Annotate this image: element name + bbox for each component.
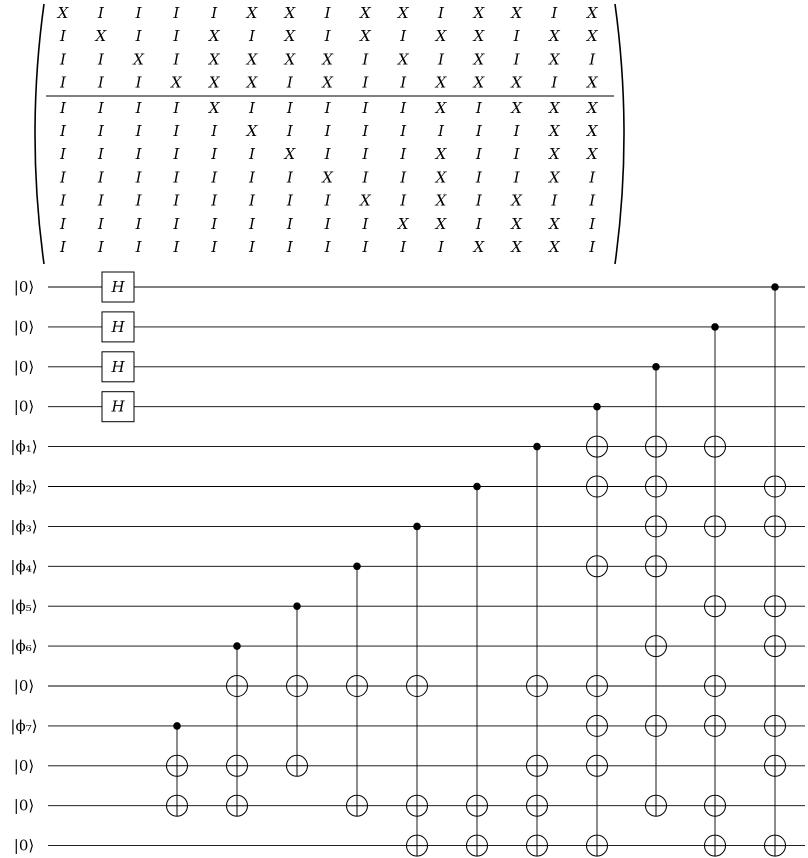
matrix-cell: I <box>589 168 596 187</box>
cnot-target-oplus <box>646 476 667 497</box>
cnot-target-oplus <box>765 755 786 776</box>
matrix-cell: I <box>97 98 104 117</box>
matrix-cell: I <box>589 238 596 256</box>
wire-label: |0⟩ <box>13 278 35 296</box>
matrix-cell: X <box>133 50 144 69</box>
cnot-target-oplus <box>705 795 726 816</box>
matrix-cell: I <box>400 98 407 117</box>
matrix-cell: X <box>586 145 598 164</box>
cnot-target-oplus <box>705 596 726 617</box>
wire-label: |0⟩ <box>13 677 35 695</box>
cnot-target-oplus <box>765 636 786 657</box>
cnot-target-oplus <box>765 835 786 856</box>
matrix-cell: I <box>324 98 331 117</box>
wire-label: |ϕ₄⟩ <box>10 557 38 576</box>
matrix-cell: I <box>97 168 104 187</box>
matrix-right-parenthesis <box>615 4 624 264</box>
cnot-target-oplus <box>467 795 488 816</box>
cnot-target-oplus <box>765 476 786 497</box>
cnot-target-oplus <box>646 556 667 577</box>
matrix-cell: I <box>324 27 331 46</box>
cnot-control-dot <box>473 483 481 491</box>
cnot-control-dot <box>593 403 601 411</box>
matrix-cell: I <box>60 50 66 69</box>
matrix-cell: I <box>60 27 66 46</box>
matrix-cell: X <box>511 98 522 117</box>
matrix-cell: I <box>173 27 180 46</box>
matrix-cell: X <box>511 73 522 92</box>
matrix-cell: X <box>549 168 560 187</box>
cnot-target-oplus <box>587 556 608 577</box>
matrix-cell: X <box>549 50 560 69</box>
quantum-circuit <box>10 272 805 856</box>
matrix-cell: I <box>211 145 218 164</box>
matrix-cell: I <box>135 145 142 164</box>
matrix-cell: I <box>551 4 558 22</box>
matrix-cell: I <box>286 238 293 256</box>
matrix-cell: I <box>249 168 255 187</box>
cnot-target-oplus <box>527 795 548 816</box>
matrix-cell: X <box>473 238 485 256</box>
matrix-cell: I <box>286 73 293 92</box>
matrix-cell: I <box>589 191 596 210</box>
matrix-cell: I <box>551 191 558 210</box>
wire-label: |ϕ₆⟩ <box>10 637 38 656</box>
matrix-cell: X <box>360 4 371 22</box>
matrix-cell: I <box>475 214 482 233</box>
wire-label: |ϕ₂⟩ <box>10 477 38 496</box>
cnot-target-oplus <box>227 676 248 697</box>
matrix-cell: I <box>60 238 66 256</box>
matrix-cell: I <box>362 168 369 187</box>
cnot-target-oplus <box>527 676 548 697</box>
matrix-cell: X <box>549 145 560 164</box>
matrix-cell: I <box>135 168 142 187</box>
matrix-cell: X <box>284 27 296 46</box>
wire-label: |0⟩ <box>13 397 35 416</box>
matrix-cell: I <box>362 122 369 140</box>
matrix-cell: I <box>60 214 66 233</box>
matrix-cell: I <box>249 191 255 210</box>
matrix-cell: I <box>513 27 520 46</box>
matrix-cell: X <box>435 98 447 117</box>
matrix-cell: X <box>473 73 485 92</box>
matrix-cell: X <box>435 73 447 92</box>
matrix-cell: I <box>400 168 407 187</box>
cnot-target-oplus <box>227 755 248 776</box>
matrix-cell: I <box>135 191 142 210</box>
matrix-cell: I <box>286 98 293 117</box>
matrix-cell: I <box>438 50 444 69</box>
matrix-cell: I <box>513 122 520 140</box>
matrix-cell: I <box>400 73 407 92</box>
matrix-cell: I <box>135 122 142 140</box>
matrix-cell: I <box>60 73 66 92</box>
matrix-cell: X <box>549 214 560 233</box>
matrix-cell: I <box>135 238 142 256</box>
cnot-target-oplus <box>705 715 726 736</box>
matrix-cell: X <box>435 145 447 164</box>
matrix-cell: X <box>511 214 522 233</box>
matrix-cell: I <box>400 238 407 256</box>
matrix-cell: X <box>208 98 220 117</box>
matrix-cell: I <box>97 122 104 140</box>
cnot-target-oplus <box>587 676 608 697</box>
cnot-target-oplus <box>587 755 608 776</box>
cnot-control-dot <box>413 523 421 531</box>
matrix-cell: I <box>475 98 482 117</box>
cnot-target-oplus <box>765 516 786 537</box>
matrix-cell: X <box>435 168 447 187</box>
cnot-target-oplus <box>347 676 368 697</box>
matrix-cell: I <box>211 214 218 233</box>
matrix-cell: I <box>475 145 482 164</box>
matrix-cell: X <box>435 27 447 46</box>
matrix-cell: I <box>475 191 482 210</box>
matrix-cell: I <box>135 27 142 46</box>
wire-label: |ϕ₇⟩ <box>10 716 38 735</box>
matrix-cell: I <box>173 98 180 117</box>
matrix-cell: I <box>324 191 331 210</box>
matrix-cell: X <box>95 27 107 46</box>
matrix-left-parenthesis <box>35 4 44 264</box>
cnot-target-oplus <box>765 596 786 617</box>
matrix-cell: I <box>362 73 369 92</box>
matrix-cell: I <box>475 122 482 140</box>
cnot-target-oplus <box>527 755 548 776</box>
matrix-cell: I <box>286 191 293 210</box>
cnot-control-dot <box>173 722 181 730</box>
matrix-cell: X <box>322 168 333 187</box>
matrix-cell: I <box>173 50 180 69</box>
matrix-cell: I <box>135 98 142 117</box>
cnot-control-dot <box>233 642 241 650</box>
matrix-cell: I <box>438 238 444 256</box>
matrix-cell: I <box>513 50 520 69</box>
matrix-cell: I <box>97 73 104 92</box>
matrix-cell: X <box>246 122 258 140</box>
matrix-cell: X <box>171 73 182 92</box>
cnot-target-oplus <box>407 795 428 816</box>
matrix-cell: I <box>97 191 104 210</box>
cnot-target-oplus <box>587 436 608 457</box>
wire-label: |0⟩ <box>13 357 35 376</box>
matrix-cell: X <box>511 238 522 256</box>
cnot-target-oplus <box>765 715 786 736</box>
matrix-cell: X <box>473 4 485 22</box>
matrix-cell: I <box>173 238 180 256</box>
matrix-cell: I <box>211 168 218 187</box>
cnot-target-oplus <box>646 516 667 537</box>
matrix-cell: I <box>211 4 218 22</box>
matrix-cell: X <box>208 73 220 92</box>
cnot-target-oplus <box>646 636 667 657</box>
cnot-target-oplus <box>227 795 248 816</box>
wire-label: |ϕ₁⟩ <box>10 437 38 456</box>
matrix-cell: I <box>249 214 255 233</box>
matrix-cell: I <box>211 191 218 210</box>
matrix-cell: X <box>397 214 409 233</box>
matrix-cell: I <box>173 4 180 22</box>
matrix-cell: I <box>513 145 520 164</box>
cnot-target-oplus <box>705 436 726 457</box>
matrix-cell: I <box>60 145 66 164</box>
matrix-cell: I <box>211 122 218 140</box>
matrix-cell: I <box>173 122 180 140</box>
cnot-control-dot <box>293 602 301 610</box>
matrix-cell: I <box>249 27 255 46</box>
cnot-target-oplus <box>587 476 608 497</box>
matrix-cell: I <box>438 4 444 22</box>
matrix-cell: I <box>551 73 558 92</box>
hadamard-gate-label: H <box>111 357 125 376</box>
matrix-cell: I <box>324 4 331 22</box>
matrix-cell: I <box>438 122 444 140</box>
matrix-cell: I <box>60 98 66 117</box>
matrix-cell: X <box>322 73 333 92</box>
matrix-cell: I <box>173 145 180 164</box>
hadamard-gate-label: H <box>111 317 125 336</box>
hadamard-gate-label: H <box>111 278 125 296</box>
matrix-cell: X <box>435 214 447 233</box>
matrix-cell: I <box>400 122 407 140</box>
cnot-control-dot <box>771 283 779 291</box>
matrix-cell: I <box>324 214 331 233</box>
matrix-cell: X <box>360 27 371 46</box>
matrix-cell: X <box>549 27 560 46</box>
matrix-cell: I <box>97 238 104 256</box>
matrix-cell: X <box>246 4 258 22</box>
matrix-cell: X <box>246 73 258 92</box>
matrix-cell: X <box>473 27 485 46</box>
matrix-cell: I <box>324 122 331 140</box>
matrix-cell: X <box>586 122 598 140</box>
cnot-target-oplus <box>587 715 608 736</box>
matrix-cell: I <box>400 27 407 46</box>
cnot-target-oplus <box>705 516 726 537</box>
matrix-cell: X <box>284 4 296 22</box>
matrix-cell: I <box>97 214 104 233</box>
matrix-cell: X <box>586 73 598 92</box>
cnot-target-oplus <box>407 676 428 697</box>
matrix-cell: X <box>549 98 560 117</box>
matrix-cell: X <box>511 191 522 210</box>
matrix-cell: I <box>60 168 66 187</box>
matrix-cell: I <box>589 50 596 69</box>
matrix-cell: I <box>173 214 180 233</box>
matrix-cell: X <box>586 27 598 46</box>
matrix-cell: I <box>286 122 293 140</box>
cnot-target-oplus <box>287 755 308 776</box>
matrix-cell: X <box>549 122 560 140</box>
matrix-cell: X <box>586 98 598 117</box>
cnot-target-oplus <box>705 835 726 856</box>
wire-label: |0⟩ <box>13 796 35 815</box>
matrix-cell: X <box>549 238 560 256</box>
cnot-target-oplus <box>287 676 308 697</box>
wire-label: |0⟩ <box>13 836 35 855</box>
matrix-cell: I <box>475 168 482 187</box>
matrix-cell: X <box>586 4 598 22</box>
matrix-cell: I <box>97 4 104 22</box>
cnot-target-oplus <box>167 755 188 776</box>
matrix-cell: I <box>286 168 293 187</box>
wire-label: |ϕ₅⟩ <box>10 597 38 616</box>
cnot-control-dot <box>711 323 719 331</box>
matrix-cell: I <box>60 191 66 210</box>
matrix-cell: X <box>284 145 296 164</box>
cnot-target-oplus <box>646 715 667 736</box>
stabilizer-matrix <box>35 4 624 264</box>
matrix-cell: I <box>362 238 369 256</box>
matrix-cell: I <box>249 145 255 164</box>
cnot-control-dot <box>652 363 660 371</box>
matrix-cell: I <box>362 214 369 233</box>
matrix-cell: I <box>135 73 142 92</box>
cnot-target-oplus <box>407 835 428 856</box>
wire-label: |0⟩ <box>13 756 35 775</box>
matrix-cell: X <box>284 50 296 69</box>
cnot-control-dot <box>353 563 361 571</box>
matrix-cell: I <box>400 145 407 164</box>
matrix-cell: X <box>397 50 409 69</box>
matrix-cell: I <box>362 50 369 69</box>
matrix-cell: I <box>173 191 180 210</box>
matrix-cell: I <box>173 168 180 187</box>
matrix-cell: I <box>97 50 104 69</box>
matrix-cell: I <box>135 4 142 22</box>
matrix-cell: I <box>249 98 255 117</box>
matrix-cell: I <box>400 191 407 210</box>
cnot-target-oplus <box>467 835 488 856</box>
matrix-cell: I <box>324 145 331 164</box>
matrix-cell: X <box>473 50 485 69</box>
matrix-cell: I <box>60 122 66 140</box>
matrix-cell: I <box>286 214 293 233</box>
hadamard-gate-label: H <box>111 397 125 416</box>
cnot-target-oplus <box>646 436 667 457</box>
matrix-cell: X <box>57 4 69 22</box>
matrix-cell: I <box>249 238 255 256</box>
matrix-cell: I <box>589 214 596 233</box>
matrix-cell: X <box>360 191 371 210</box>
matrix-cell: X <box>397 4 409 22</box>
cnot-target-oplus <box>646 795 667 816</box>
cnot-target-oplus <box>587 835 608 856</box>
matrix-cell: I <box>362 145 369 164</box>
matrix-cell: X <box>246 50 258 69</box>
matrix-cell: X <box>322 50 333 69</box>
matrix-cell: X <box>511 4 522 22</box>
cnot-target-oplus <box>527 835 548 856</box>
matrix-cell: I <box>324 238 331 256</box>
matrix-cell: X <box>435 191 447 210</box>
matrix-cell: I <box>362 98 369 117</box>
matrix-cell: I <box>513 168 520 187</box>
matrix-cell: X <box>208 27 220 46</box>
wire-label: |0⟩ <box>13 317 35 336</box>
matrix-cell: I <box>135 214 142 233</box>
cnot-control-dot <box>533 443 541 451</box>
cnot-target-oplus <box>167 795 188 816</box>
wire-label: |ϕ₃⟩ <box>10 517 38 536</box>
matrix-cell: X <box>208 50 220 69</box>
cnot-target-oplus <box>347 795 368 816</box>
matrix-cell: I <box>97 145 104 164</box>
matrix-cell: I <box>211 238 218 256</box>
cnot-target-oplus <box>705 676 726 697</box>
